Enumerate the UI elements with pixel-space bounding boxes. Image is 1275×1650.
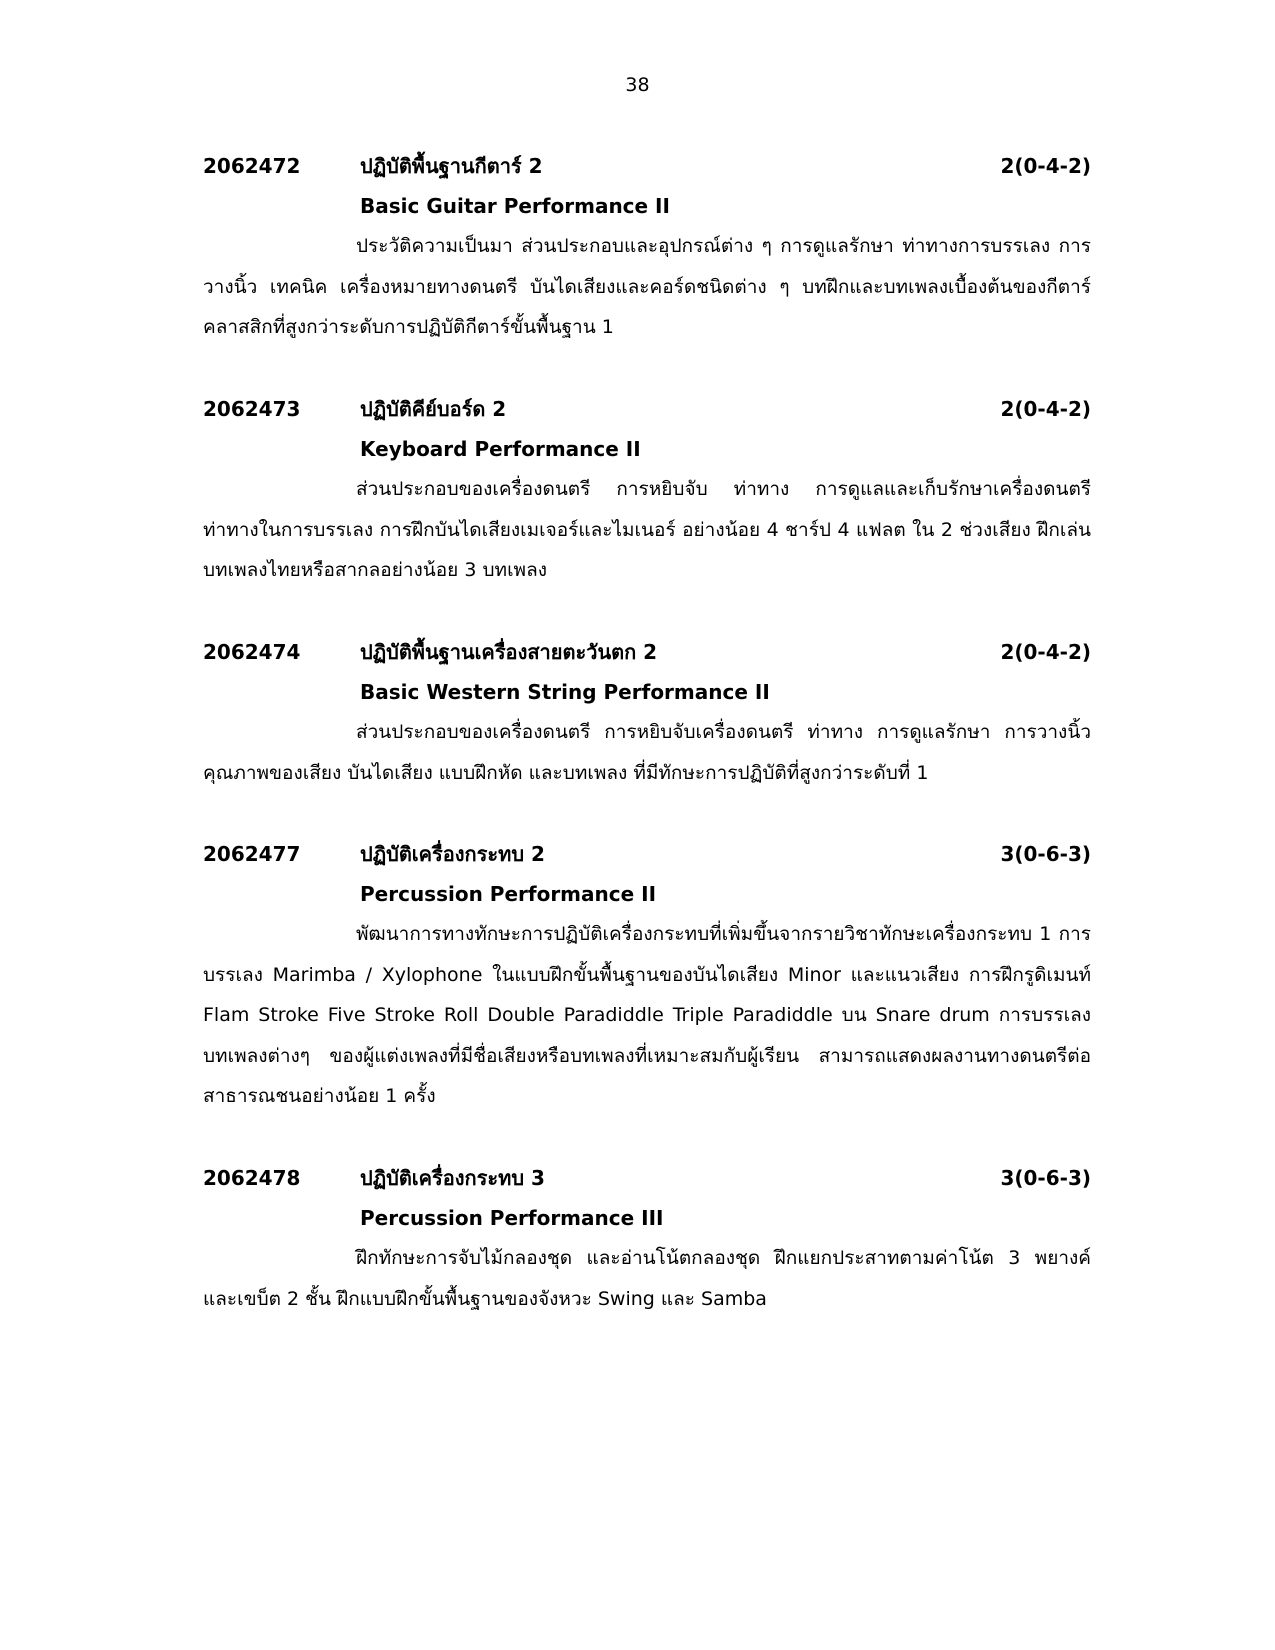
course-credits: 2(0-4-2) bbox=[1000, 154, 1091, 178]
course-credits: 3(0-6-3) bbox=[1000, 1166, 1091, 1190]
course-description: พัฒนาการทางทักษะการปฏิบัติเครื่องกระทบที่เพิ่มขึ้นจากรายวิชาทักษะเครื่องกระทบ 1 การบรรเลง Marimba / Xylophone ในแบบฝึกขั้นพื้นฐานของบันไดเสียง Minor และแนวเสียง การฝึกรูดิเมนท์ Flam Stroke Five Stroke Roll Double Paradiddle Triple Paradiddle บน Snare drum การบรรเลงบทเพลงต่างๆ ของผู้แต่งเพลงที่มีชื่อเสียงหรือบทเพลงที่เหมาะสมกับผู้เรียน สามารถแสดงผลงานทางดนตรีต่อสาธารณชนอย่างน้อย 1 ครั้ง bbox=[203, 923, 1091, 1107]
course-description: ประวัติความเป็นมา ส่วนประกอบและอุปกรณ์ต่าง ๆ การดูแลรักษา ท่าทางการบรรเลง การวางนิ้ว เทคนิค เครื่องหมายทางดนตรี บันไดเสียงและคอร์ดชนิดต่าง ๆ บทฝึกและบทเพลงเบื้องต้นของกีตาร์คลาสสิกที่สูงกว่าระดับการปฏิบัติกีตาร์ขั้นพื้นฐาน 1 bbox=[203, 235, 1091, 338]
course-title-english: Percussion Performance III bbox=[360, 1206, 664, 1230]
course-description: ส่วนประกอบของเครื่องดนตรี การหยิบจับเครื่องดนตรี ท่าทาง การดูแลรักษา การวางนิ้ว คุณภาพของเสียง บันไดเสียง แบบฝึกหัด และบทเพลง ที่มีทักษะการปฏิบัติที่สูงกว่าระดับที่ 1 bbox=[203, 721, 1091, 784]
course-2062472 bbox=[203, 146, 1091, 348]
course-title-thai: ปฏิบัติพื้นฐานกีตาร์ 2 bbox=[360, 154, 543, 178]
course-title-english: Basic Guitar Performance II bbox=[360, 194, 670, 218]
course-title-thai: ปฏิบัติพื้นฐานเครื่องสายตะวันตก 2 bbox=[360, 640, 658, 664]
course-title-english: Basic Western String Performance II bbox=[360, 680, 770, 704]
course-credits: 3(0-6-3) bbox=[1000, 842, 1091, 866]
course-code: 2062478 bbox=[203, 1166, 301, 1190]
course-code: 2062474 bbox=[203, 640, 301, 664]
course-header bbox=[203, 1158, 1091, 1198]
course-2062478 bbox=[203, 1158, 1091, 1319]
course-description: ส่วนประกอบของเครื่องดนตรี การหยิบจับ ท่าทาง การดูแลและเก็บรักษาเครื่องดนตรี ท่าทางในการบรรเลง การฝึกบันไดเสียงเมเจอร์และไมเนอร์ อย่างน้อย 4 ชาร์ป 4 แฟลต ใน 2 ช่วงเสียง ฝึกเล่นบทเพลงไทยหรือสากลอย่างน้อย 3 บทเพลง bbox=[203, 478, 1091, 581]
course-2062477 bbox=[203, 834, 1091, 1117]
course-credits: 2(0-4-2) bbox=[1000, 397, 1091, 421]
course-code: 2062472 bbox=[203, 154, 301, 178]
course-header bbox=[203, 146, 1091, 186]
course-header bbox=[203, 834, 1091, 874]
course-title-english: Keyboard Performance II bbox=[360, 437, 641, 461]
course-title-thai: ปฏิบัติเครื่องกระทบ 2 bbox=[360, 842, 545, 866]
course-header bbox=[203, 389, 1091, 429]
course-code: 2062473 bbox=[203, 397, 301, 421]
course-credits: 2(0-4-2) bbox=[1000, 640, 1091, 664]
course-title-thai: ปฏิบัติคีย์บอร์ด 2 bbox=[360, 397, 507, 421]
course-code: 2062477 bbox=[203, 842, 301, 866]
course-description: ฝึกทักษะการจับไม้กลองชุด และอ่านโน้ตกลองชุด ฝึกแยกประสาทตามค่าโน้ต 3 พยางค์ และเขบ็ต 2 ชั้น ฝึกแบบฝึกขั้นพื้นฐานของจังหวะ Swing และ Samba bbox=[203, 1247, 1091, 1310]
page-number: 38 bbox=[625, 74, 650, 96]
course-title-thai: ปฏิบัติเครื่องกระทบ 3 bbox=[360, 1166, 545, 1190]
course-2062473 bbox=[203, 389, 1091, 591]
course-2062474 bbox=[203, 632, 1091, 793]
course-header bbox=[203, 632, 1091, 672]
course-title-english: Percussion Performance II bbox=[360, 882, 657, 906]
